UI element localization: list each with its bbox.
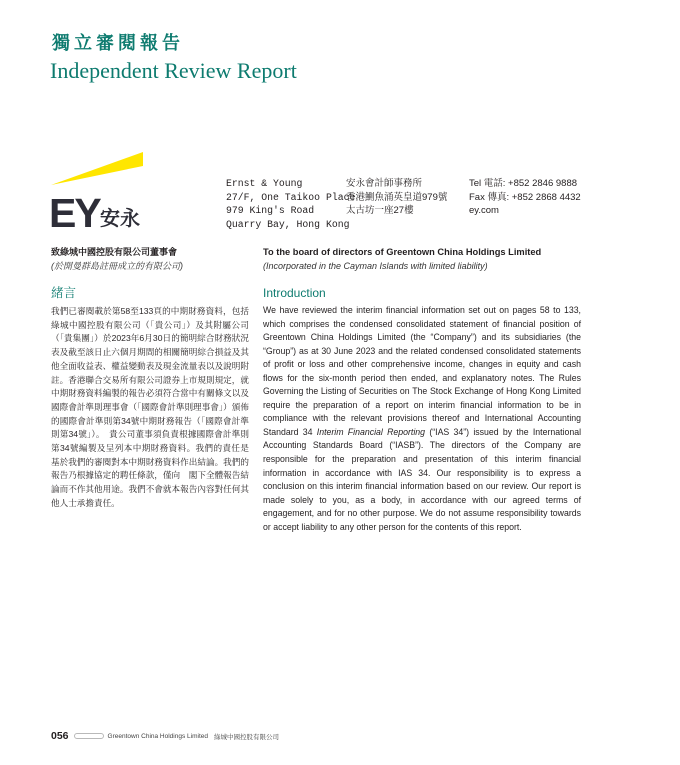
address-line: 太古坊一座27樓 bbox=[346, 205, 414, 216]
page-footer bbox=[51, 729, 279, 743]
footer-divider bbox=[74, 733, 104, 739]
introduction-body-chinese: 我們已審閱載於第58至133頁的中期財務資料，包括綠城中國控股有限公司（「貴公司」）及其附屬公司（「貴集團」）於2023年6月30日的簡明綜合財務狀況表及截至該日止六個月期間的相關簡明綜合損益及其他全面收益表、權益變動表及現金流量表以及說明附註。香港聯合交易所有限公司證券上市規則規定，就中期財務資料編製的報告必須符合當中有關條文以及國際會計準則理事會（「國際會計準則理事會」）頒佈的國際會計準則第34號中期財務報告（「國際會計準則第34號」）。 貴公司董事須負責根據國際會計準則第34號編製及呈列本中期財務資料。我們的責任是基於我們的審閱對本中期財務資料作出結論。我們的報告乃根據協定的聘任條款，僅向 閣下全體報告結論而不作其他用途。我們不會就本報告內容對任何其他人士承擔責任。 bbox=[51, 306, 249, 508]
address-line: 香港鰂魚涌英皇道979號 bbox=[346, 191, 448, 203]
addressee-note-chinese: (於開曼群島註冊成立的有限公司) bbox=[51, 260, 183, 271]
addressee-english bbox=[263, 246, 541, 273]
ey-logo bbox=[50, 152, 150, 232]
ey-contact-numbers bbox=[469, 177, 581, 218]
page-number: 056 bbox=[51, 730, 69, 742]
address-line: 27/F, One Taikoo Place bbox=[226, 191, 356, 203]
section-heading-chinese: 緒言 bbox=[51, 286, 77, 300]
ey-logo-graphic bbox=[50, 152, 150, 232]
page-title-english: Independent Review Report bbox=[50, 58, 297, 83]
footer-company-chinese: 綠城中國控股有限公司 bbox=[213, 733, 279, 741]
address-line: 安永會計師事務所 bbox=[346, 178, 423, 189]
standard-title: Interim Financial Reporting bbox=[316, 426, 426, 437]
address-line: 979 King's Road bbox=[226, 205, 315, 216]
ey-address-chinese bbox=[346, 177, 447, 218]
website-line: ey.com bbox=[469, 205, 499, 216]
ey-address-english bbox=[226, 177, 355, 231]
body-text: We have reviewed the interim financial information set out on pages 58 to 133, which comprises the condensed consolidated statement of financial position of Greentown China Holdings Limited (the “Company”) and its subsidiaries (the “Group”) as at 30 June 2023 and the related condensed consolidated statements of profit or loss and other comprehensive income, changes in equity and cash flows for the six-month period then ended, and explanatory notes. The Rules Governing the Listing of Securities on The Stock Exchange of Hong Kong Limited require the preparation of a report on interim financial information to be in compliance with the relevant provisions thereof and International Accounting Standard 34 bbox=[263, 305, 581, 437]
ey-logo-chinese: 安永 bbox=[100, 206, 140, 230]
ey-logo-mark: EY bbox=[50, 190, 100, 232]
body-text: (“IAS 34”) issued by the International Accounting Standards Board (“IASB”). The directors of the Company are responsible for the preparation and presentation of this interim financial information in accordance with IAS 34. Our responsibility is to express a conclusion on this interim financial information based on our review. Our report is made solely to you, as a body, in accordance with our agreed terms of engagement, and for no other purpose. We do not assume responsibility towards or accept liability to any other person for the contents of this report. bbox=[263, 426, 582, 532]
footer-company-english: Greentown China Holdings Limited bbox=[107, 732, 208, 740]
section-heading-english: Introduction bbox=[263, 286, 326, 300]
addressee-note-english: (Incorporated in the Cayman Islands with limited liability) bbox=[263, 260, 488, 271]
address-line: Ernst & Young bbox=[226, 178, 303, 189]
ey-logo-beam bbox=[51, 152, 143, 185]
introduction-body-english bbox=[263, 304, 581, 534]
addressee-chinese bbox=[51, 246, 183, 273]
fax-line: Fax 傳真: +852 2868 4432 bbox=[469, 191, 581, 203]
addressee-name-english: To the board of directors of Greentown China Holdings Limited bbox=[263, 247, 542, 257]
addressee-name-chinese: 致綠城中國控股有限公司董事會 bbox=[51, 247, 178, 257]
telephone-line: Tel 電話: +852 2846 9888 bbox=[469, 178, 578, 189]
address-line: Quarry Bay, Hong Kong bbox=[226, 218, 350, 230]
page-title-chinese: 獨立審閱報告 bbox=[52, 33, 184, 54]
